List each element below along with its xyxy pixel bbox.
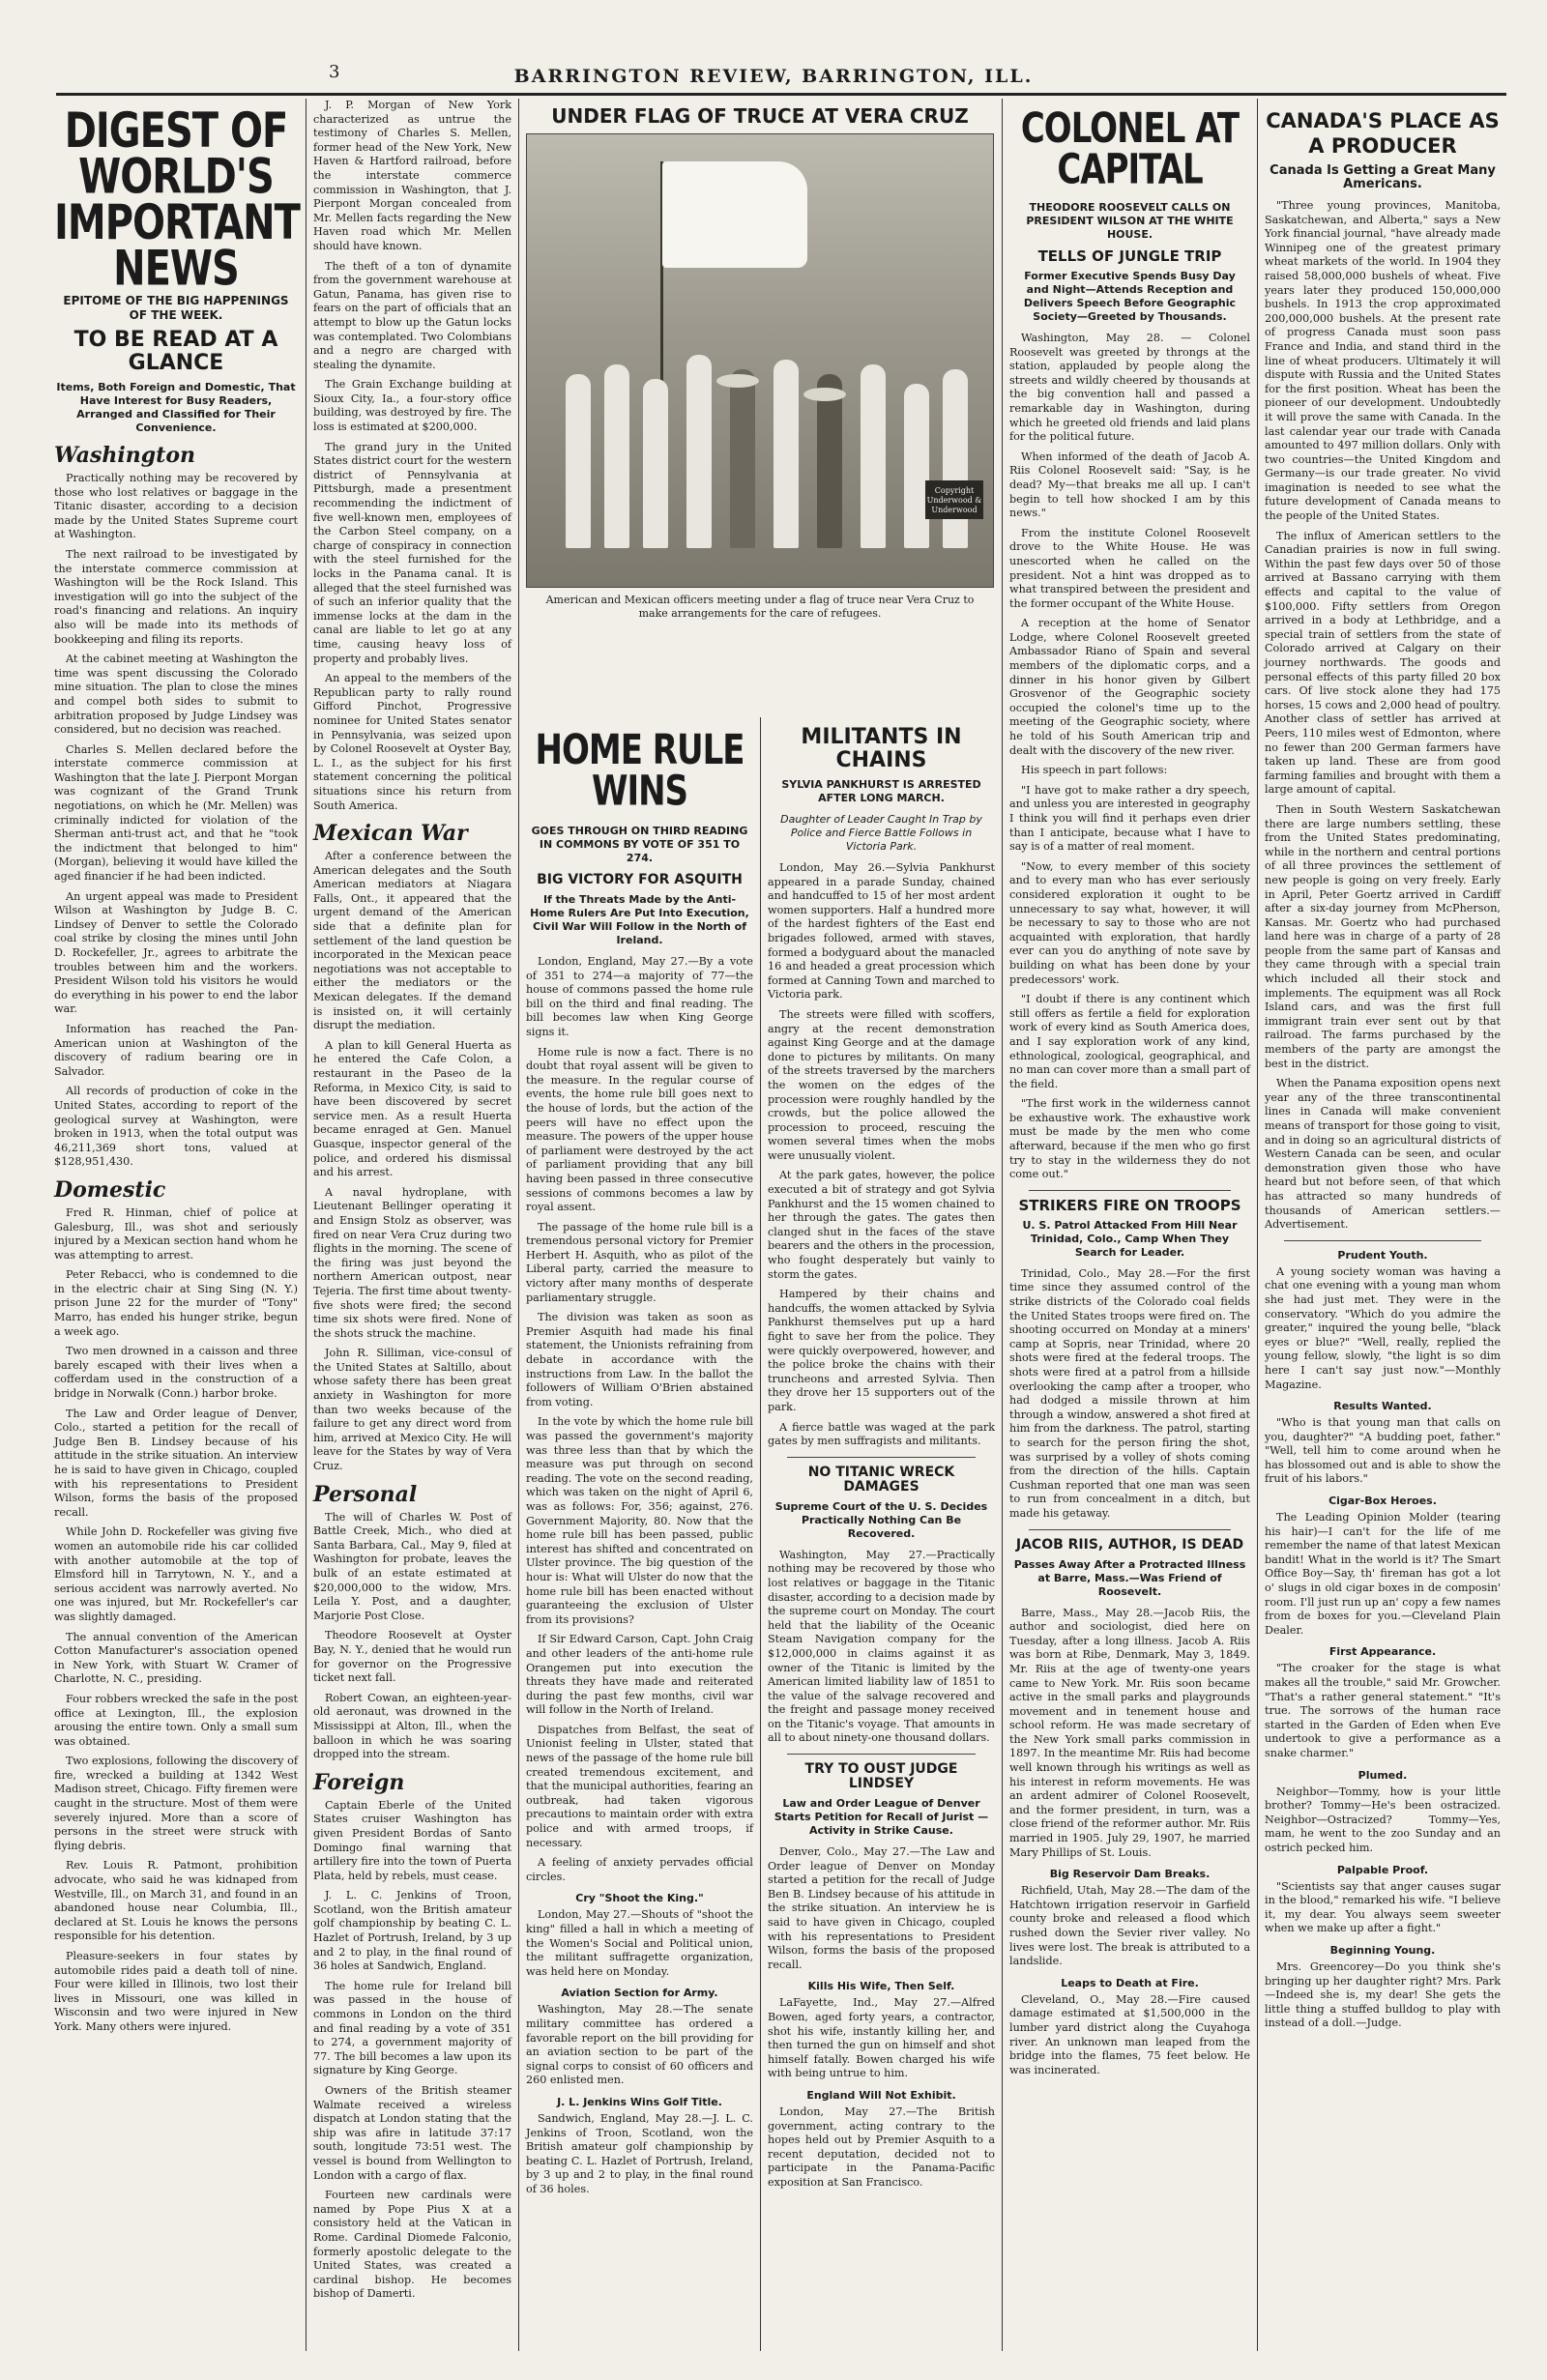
news-item: "Three young provinces, Manitoba, Saskatchewan, and Alberta," says a New York financial journal, "have already made Winnipeg one of the greatest primary wheat markets of the world. In 1904 they raised 58,000,000 bushels of wheat. Five years later they produced 150,000,000 bushels. In 1913 the crop approximated 200,000,000 bushels. At the present rate of progress Canada must soon pass France and India, and stand third in the line of wheat producers. Ultimately it will dispute with Russia and the United States for the first position. Wheat has been the pioneer of our development. Undoubtedly it will prove the same with Canada. In the last calendar year our trade with Canada amounted to 497 million dollars. Only with two countries—the United Kingdom and Germany—is our trade greater. No vivid imagination is needed to see what the future development of Canada means to the people of the United States.	[1265, 199, 1501, 523]
deck-canada: Canada Is Getting a Great Many Americans.	[1270, 163, 1496, 191]
news-item: All records of production of coke in the United States, according to report of the geological survey at Washington, were broken in 1913, when the total output was 46,211,369 short tons, valued at $128,951,430.	[54, 1085, 298, 1169]
news-item: Peter Rebacci, who is condemned to die in the electric chair at Sing Sing (N. Y.) prison June 22 for the murder of "Tony" Marro, has ended his hunger strike, begun a week ago.	[54, 1268, 298, 1338]
headline-glance: TO BE READ AT A GLANCE	[73, 328, 278, 375]
news-item: Dispatches from Belfast, the seat of Unionist feeling in Ulster, stated that news of the passage of the home rule bill created tremendous excitement, and that the municipal authorities, fearing an outbreak, had taken vigorous precautions to maintain order with extra police and with armed troops, if necessary.	[526, 1723, 753, 1849]
headline-canada: CANADA'S PLACE AS A PRODUCER	[1266, 109, 1500, 158]
deck-pankhurst: SYLVIA PANKHURST IS ARRESTED AFTER LONG MARCH.	[781, 778, 981, 804]
deck-items: Items, Both Foreign and Domestic, That Have Interest for Busy Readers, Arranged and Classified for Their Convenience.	[56, 381, 296, 434]
news-item: The grand jury in the United States district court for the western district of Pennsylvania at Pittsburgh, made a presentment recommending the indictment of five well-known men, employees of the Carbon Steel company, on a charge of conspiracy in connection with the steel furnished for the locks in the Panama canal. It is alleged that the steel furnished was of such an inferior quality that the immense locks at the dam in the canal are liable to let go at any time, causing heavy loss of property and probably lives.	[313, 440, 511, 665]
news-item: Pleasure-seekers in four states by automobile rides paid a death toll of nine. Four were killed in Illinois, two lost their lives in Missouri, one was killed in Wisconsin and two were injured in New York. Many others were injured.	[54, 1950, 298, 2033]
headline-colonel: COLONEL AT CAPITAL	[1020, 104, 1240, 194]
photo-flag-of-truce	[526, 133, 994, 588]
news-item: Washington, May 28. — Colonel Roosevelt was greeted by throngs at the station, applauded by people along the streets and wildly cheered by thousands at the big convention hall and passed a remarkable day in Washington, during which he greeted old friends and laid plans for the political future.	[1009, 332, 1250, 444]
news-item: Captain Eberle of the United States cruiser Washington has given President Bordas of Santo Domingo final warning that artillery fire into the town of Puerta Plata, held by rebels, must cease.	[313, 1798, 511, 1882]
news-item: Washington, May 27.—Practically nothing may be recovered by those who lost relatives or baggage in the Titanic disaster, according to a decision made by the supreme court on Monday. The court held that the liability of the Oceanic Steam Navigation company for the $12,000,000 in claims against it as owner of the Titanic is limited by the American limited liability law of 1851 to the value of the salvage recovered and the freight and passage money received on the Titanic's voyage. That amounts in all to about ninety-one thousand dollars.	[768, 1548, 995, 1745]
deck-riis: Passes Away After a Protracted Illness at Barre, Mass.—Was Friend of Roosevelt.	[1013, 1557, 1246, 1598]
figure	[943, 369, 968, 548]
news-item: "Scientists say that anger causes sugar in the blood," remarked his wife. "I believe it, my dear. You always seem sweeter when we make up after a fight."	[1265, 1879, 1501, 1935]
minor-headline: Plumed.	[1357, 1768, 1408, 1782]
news-item: Rev. Louis R. Patmont, prohibition advocate, who said he was kidnaped from Westville, Ill., on March 31, and found in an abandoned house near Columbia, Ill., declared at St. Louis he knows the persons responsible for his detention.	[54, 1859, 298, 1943]
headline-home-rule: HOME RULE WINS	[535, 726, 744, 816]
news-item: A fierce battle was waged at the park gates by men suffragists and militants.	[768, 1420, 995, 1448]
news-item: Denver, Colo., May 27.—The Law and Order league of Denver on Monday started a petition for the recall of Judge Ben B. Lindsey because of his attitude in the strike situation. An interview he is said to have given in Chicago, coupled with his representations to President Wilson, forms the basis of the proposed recall.	[768, 1845, 995, 1971]
headline-digest: DIGEST OF WORLD'S IMPORTANT NEWS	[54, 103, 300, 297]
figure	[730, 369, 755, 548]
minor-headline: Beginning Young.	[1329, 1943, 1436, 1957]
column-4	[762, 720, 1001, 2351]
separator	[1029, 1529, 1231, 1530]
news-item: From the institute Colonel Roosevelt drove to the White House. He was unescorted when he called on the president. Not a hint was dropped as to what transpired between the president and the former occupant of the White House.	[1009, 526, 1250, 610]
news-item: The Grain Exchange building at Sioux City, Ia., a four-story office building, was destroyed by fire. The loss is estimated at $200,000.	[313, 378, 511, 434]
column-rule	[1002, 99, 1003, 2351]
news-item: The home rule for Ireland bill was passed in the house of commons in London on the third and final reading by a vote of 351 to 274, a government majority of 77. The bill becomes a law upon its signature by King George.	[313, 1979, 511, 2077]
deck-executive: Former Executive Spends Busy Day and Night—Attends Reception and Delivers Speech Before Geographic Society—Greeted by Thousands.	[1023, 270, 1237, 323]
column-rule	[1257, 99, 1258, 2351]
figure	[904, 384, 929, 548]
news-item: Four robbers wrecked the safe in the post office at Lexington, Ill., the explosion arousing the entire town. Only a small sum was obtained.	[54, 1692, 298, 1748]
figure	[861, 364, 886, 548]
separator	[787, 1754, 976, 1755]
sombrero	[716, 374, 759, 388]
figure	[604, 364, 629, 548]
minor-headline: Results Wanted.	[1333, 1400, 1432, 1413]
news-item: The division was taken as soon as Premier Asquith had made his final statement, the Unionists refraining from debate in accordance with the instructions from Law. In the ballot the followers of William O'Brien abstained from voting.	[526, 1311, 753, 1408]
news-item: The streets were filled with scoffers, angry at the recent demonstration against King George and at the damage done to pictures by militants. On many of the streets traversed by the marchers the women on the edges of the procession were roughly handled by the crowds, but the police allowed the procession to proceed, rescuing the women several times when the mobs were unusually violent.	[768, 1007, 995, 1162]
news-item: While John D. Rockefeller was giving five women an automobile ride his car collided with another automobile at the top of Elmsford hill in Tarrytown, N. Y., and a serious accident was narrowly averted. No one was injured, but Mr. Rockefeller's car was slightly damaged.	[54, 1525, 298, 1623]
news-item: The theft of a ton of dynamite from the government warehouse at Gatun, Panama, has given rise to fears on the part of officials that an attempt to blow up the Gatun locks was contemplated. Two Colombians and a negro are charged with stealing the dynamite.	[313, 259, 511, 371]
minor-headline: Cry "Shoot the King."	[575, 1892, 704, 1905]
news-item: Two explosions, following the discovery of fire, wrecked a building at 1342 West Madison street, Chicago. Fifty firemen were caught in the structure. Most of them were severely injured. More than a score of persons in the street were struck with flying debris.	[54, 1755, 298, 1852]
news-item: London, May 27.—Shouts of "shoot the king" filled a hall in which a meeting of the Women's Social and Political union, the militant suffragette organization, was held here on Monday.	[526, 1908, 753, 1978]
news-item: The next railroad to be investigated by the interstate commerce commission at Washington will be the Rock Island. This investigation will go into the subject of the road's financing and relations. An inquiry also will be made into its methods of bookkeeping and filing its reports.	[54, 547, 298, 646]
minor-headline: Cigar-Box Heroes.	[1328, 1495, 1437, 1508]
news-item: London, England, May 27.—By a vote of 351 to 274—a majority of 77—the house of commons passed the home rule bill on the third and final reading. The bill becomes law when King George signs it.	[526, 955, 753, 1038]
deck-home-rule: GOES THROUGH ON THIRD READING IN COMMONS BY VOTE OF 351 TO 274.	[531, 825, 748, 864]
news-item: After a conference between the American delegates and the South American mediators at Niagara Falls, Ont., it appeared that the urgent demand of the American side that a definite plan for settlement of the land question be incorporated in the Mexican peace negotiations was not acceptable to either the mediators or the Mexican delegates. If the demand is insisted on, it will certainly disrupt the mediation.	[313, 850, 511, 1032]
photo-caption: American and Mexican officers meeting under a flag of truce near Vera Cruz to make arrangements for the care of refugees.	[545, 594, 975, 620]
news-item: Theodore Roosevelt at Oyster Bay, N. Y., denied that he would run for governor on the Progressive ticket next fall.	[313, 1629, 511, 1685]
minor-headline: Kills His Wife, Then Self.	[807, 1980, 955, 1993]
news-item: "The first work in the wilderness cannot be exhaustive work. The exhaustive work must be made by the men who come afterward, because if the men who go first try to stay in the wilderness they do not come out."	[1009, 1097, 1250, 1181]
news-item: A plan to kill General Huerta as he entered the Cafe Colon, a restaurant in the Paseo de la Reforma, in Mexico City, is said to have been discovered by secret service men. As a result Huerta became enraged at Gen. Manuel Guasque, inspector general of the police, and ordered his dismissal and his arrest.	[313, 1038, 511, 1179]
news-item: Two men drowned in a caisson and three barely escaped with their lives when a cofferdam used in the construction of a bridge in Norwalk (Conn.) harbor broke.	[54, 1345, 298, 1401]
minor-headline: Palpable Proof.	[1336, 1863, 1429, 1876]
news-item: At the park gates, however, the police executed a bit of strategy and got Sylvia Pankhurst and the 15 women chained to her through the gates. The gates then clanged shut in the faces of the stave bearers and the others in the procession, who fought desperately but vainly to storm the gates.	[768, 1169, 995, 1281]
subhead-asquith: BIG VICTORY FOR ASQUITH	[537, 872, 743, 887]
minor-headline: Big Reservoir Dam Breaks.	[1049, 1868, 1211, 1881]
column-1	[48, 99, 304, 2351]
news-item: Cleveland, O., May 28.—Fire caused damage estimated at $1,500,000 in the lumber yard district along the Cuyahoga river. An unknown man leaped from the bridge into the flames, 75 feet below. He was incinerated.	[1009, 1992, 1250, 2076]
news-item: Then in South Western Saskatchewan there are large numbers settling, these from the United States predominating, while in the northern and central portions of all three provinces the settlement of new people is going on very freely. Early in April, Peter Goertz arrived in Cardiff after a six-day journey from McPherson, Kansas. Mr. Goertz who had purchased land here was in charge of a party of 28 people from the same part of Kansas and they came through with a special train which included all their stock and implements. The equipment was all Rock Island cars, and was the first full immigrant train ever sent out by that railroad. The farms purchased by the members of the party are amongst the best in the district.	[1265, 802, 1501, 1070]
news-item: The Law and Order league of Denver, Colo., started a petition for the recall of Judge Ben B. Lindsey because of his attitude in the strike situation. An interview he is said to have given in Chicago, coupled with his representations to President Wilson, forms the basis of the proposed recall.	[54, 1407, 298, 1519]
headline-militants: MILITANTS IN CHAINS	[801, 725, 962, 772]
news-item: Neighbor—Tommy, how is your little brother? Tommy—He's been ostracized. Neighbor—Ostracized? Tommy—Yes, mam, he went to the zoo Sunday and an ostrich pecked him.	[1265, 1785, 1501, 1854]
column-rule	[518, 99, 519, 2351]
news-item: Practically nothing may be recovered by those who lost relatives or baggage in the Titanic disaster, according to a decision made by the United States Supreme court at Washington.	[54, 472, 298, 541]
headline-lindsey: TRY TO OUST JUDGE LINDSEY	[804, 1761, 958, 1792]
headline-strikers: STRIKERS FIRE ON TROOPS	[1018, 1196, 1241, 1214]
news-item: Hampered by their chains and handcuffs, the women attacked by Sylvia Pankhurst themselves put up a hard fight to save her from the police. They were quickly overpowered, however, and the police broke the chains with their truncheons and arrested Sylvia. Then they drove her 15 supporters out of the park.	[768, 1288, 995, 1413]
news-item: The influx of American settlers to the Canadian prairies is now in full swing. Within the past few days over 50 of those arrived at Bassano carrying with them effects and capital to the value of $100,000. Fifty settlers from Oregon arrived in a body at Lethbridge, and a special train of settlers from the state of Colorado arrived at Calgary on their journey northwards. The goods and personal effects of this party filled 20 box cars. Of live stock alone they had 175 horses, 15 cows and 2,000 head of poultry. Another class of settler has arrived at Peers, 110 miles west of Edmonton, where no fewer than 200 German farmers have taken up land. These are from good farming families and brought with them a large amount of capital.	[1265, 529, 1501, 797]
figure	[566, 374, 591, 548]
news-item: An urgent appeal was made to President Wilson at Washington by Judge B. C. Lindsey of Denver to settle the Colorado coal strike by closing the mines until John D. Rockefeller, Jr., agrees to arbitrate the troubles between him and the workers. President Wilson told his visitors he would do everything in his power to end the labor war.	[54, 889, 298, 1016]
news-item: Fourteen new cardinals were named by Pope Pius X at a consistory held at the Vatican in Rome. Cardinal Diomede Falconio, formerly apostolic delegate to the United States, was created a cardinal bishop. He becomes bishop of Damerti.	[313, 2189, 511, 2301]
news-item: London, May 27.—The British government, acting contrary to the hopes held out by Premier Asquith to a recent deputation, decided not to participate in the Panama-Pacific exposition at San Francisco.	[768, 2104, 995, 2189]
news-item: Richfield, Utah, May 28.—The dam of the Hatchtown irrigation reservoir in Garfield county broke and released a flood which rushed down the Sevier river valley. No lives were lost. The break is attributed to a landslide.	[1009, 1884, 1250, 1968]
news-item: J. L. C. Jenkins of Troon, Scotland, won the British amateur golf championship by beating C. L. Hazlet of Portrush, Ireland, by 3 up and 2 to play, in the final round of 36 holes at Sandwich, England.	[313, 1889, 511, 1973]
news-item: His speech in part follows:	[1021, 764, 1168, 777]
photo-headline: UNDER FLAG OF TRUCE AT VERA CRUZ	[551, 104, 969, 128]
news-item: "Now, to every member of this society and to every man who has ever seriously considered exploration it ought to be unnecessary to say what, however, it will be necessary to say to those who are not acquainted with exploration, that hardly ever can you do anything of note save by building on what has been done by your predecessors' work.	[1009, 859, 1250, 986]
news-item: "The croaker for the stage is what makes all the trouble," said Mr. Growcher. "That's a rather general statement." "It's true. The sorrows of the human race started in the Garden of Eden when Eve undertook to give a performance as a snake charmer."	[1265, 1662, 1501, 1759]
deck-patrol: U. S. Patrol Attacked From Hill Near Trinidad, Colo., Camp When They Search for Leader.	[1022, 1218, 1238, 1259]
separator	[1284, 1240, 1481, 1241]
news-item: Sandwich, England, May 28.—J. L. C. Jenkins of Troon, Scotland, won the British amateur golf championship by beating C. L. Hazlet of Portrush, Ireland, by 3 up and 2 to play, in the final round of 36 holes.	[526, 2111, 753, 2195]
news-item: At the cabinet meeting at Washington the time was spent discussing the Colorado mine situation. The plan to close the mines and compel both sides to submit to arbitration proposed by Judge Lindsey was considered, but no decision was reached.	[54, 653, 298, 737]
section-foreign: Foreign	[313, 1769, 405, 1795]
news-item: "Who is that young man that calls on you, daughter?" "A budding poet, father." "Well, tell him to come around when he has blossomed out and is able to show the fruit of his labors."	[1265, 1416, 1501, 1486]
separator	[787, 1457, 976, 1458]
news-item: John R. Silliman, vice-consul of the United States at Saltillo, about whose safety there has been great anxiety in Washington for more than two weeks because of the failure to get any direct word from him, arrived at Mexico City. He will leave for the States by way of Vera Cruz.	[313, 1347, 511, 1473]
subhead-jungle: TELLS OF JUNGLE TRIP	[1037, 247, 1222, 265]
deck-threats: If the Threats Made by the Anti-Home Rulers Are Put Into Execution, Civil War Will Follow in the North of Ireland.	[530, 893, 749, 946]
news-item: Trinidad, Colo., May 28.—For the first time since they assumed control of the strike districts of the Colorado coal fields the United States troops were fired on. The shooting occurred on Monday at a miners' camp at Sopris, near Trinidad, where 20 shots were fired at the federal troops. The shots were fired at a patrol from a hillside overlooking the camp after a trooper, who had dodged a missile thrown at him through a window, answered a shot fired at him from the darkness. The patrol, starting to search for the person firing the shot, was surprised by a volley of shots coming from the direction of the hills. Captain Cushman reported that one man was seen to run from concealment in a ditch, but made his getaway.	[1009, 1266, 1250, 1520]
news-item: A feeling of anxiety pervades official circles.	[526, 1856, 753, 1883]
page-number: 3	[329, 62, 340, 82]
minor-headline: Leaps to Death at Fire.	[1061, 1976, 1199, 1989]
column-3	[520, 720, 759, 2351]
section-personal: Personal	[313, 1481, 418, 1507]
news-item: Information has reached the Pan-American union at Washington of the discovery of radium bearing ore in Salvador.	[54, 1022, 298, 1078]
figure	[774, 360, 799, 548]
news-item: Robert Cowan, an eighteen-year-old aeronaut, was drowned in the Mississippi at Alton, Ill., when the balloon in which he was soaring dropped into the stream.	[313, 1691, 511, 1761]
news-item: London, May 26.—Sylvia Pankhurst appeared in a parade Sunday, chained and handcuffed to 15 of her most ardent women supporters. Half a hundred more of the hardest fighters of the East end brigades followed, armed with staves, formed a bodyguard about the manacled 16 and headed a great procession which formed at Canning Town and marched to Victoria park.	[768, 861, 995, 1001]
section-washington: Washington	[54, 443, 195, 468]
column-6	[1259, 99, 1506, 2351]
news-item: Mrs. Greencorey—Do you think she's bringing up her daughter right? Mrs. Park—Indeed she is, my dear! She gets the little thing a stuffed bulldog to play with instead of a doll.—Judge.	[1265, 1959, 1501, 2030]
column-5	[1004, 99, 1256, 2351]
minor-headline: Prudent Youth.	[1337, 1248, 1428, 1262]
top-rule	[56, 93, 1506, 96]
news-item: Fred R. Hinman, chief of police at Galesburg, Ill., was shot and seriously injured by a Mexican section hand whom he was attempting to arrest.	[54, 1205, 298, 1262]
deck-roosevelt: THEODORE ROOSEVELT CALLS ON PRESIDENT WILSON AT THE WHITE HOUSE.	[1026, 201, 1234, 241]
news-item: In the vote by which the home rule bill was passed the government's majority was three less than that by which the measure was put through on second reading. The vote on the second reading, which was taken on the night of April 6, was as follows: For, 356; against, 276. Government Majority, 80. Now that the home rule bill has been passed, public interest has shifted and concentrated on Ulster province. The big question of the hour is: What will Ulster do now that the home rule bill has been enacted without guaranteeing the exclusion of Ulster from its provisions?	[526, 1415, 753, 1626]
sombrero	[803, 388, 846, 401]
news-item: The Leading Opinion Molder (tearing his hair)—I can't for the life of me remember the name of that latest Mexican bandit! What in the world is it? The Smart Office Boy—Say, th' fireman has got a lot o' slugs in old cigar boxes in de composin' room. I'll just run up an' copy a few names from de boxes for you.—Cleveland Plain Dealer.	[1265, 1511, 1501, 1637]
section-domestic: Domestic	[54, 1176, 166, 1203]
news-item: Home rule is now a fact. There is no doubt that royal assent will be given to the measure. In the regular course of events, the home rule bill goes next to the house of lords, but the action of the peers will have no effect upon the measure. The powers of the upper house of parliament were destroyed by the act of parliament providing that any bill having been passed in three consecutive sessions of commons becomes a law by royal assent.	[526, 1045, 753, 1214]
news-item: If Sir Edward Carson, Capt. John Craig and other leaders of the anti-home rule Orangemen put into execution the threats they have made and reiterated during the past few months, civil war will follow in the North of Ireland.	[526, 1633, 753, 1717]
news-item: The will of Charles W. Post of Battle Creek, Mich., who died at Santa Barbara, Cal., May 9, filed at Washington for probate, leaves the bulk of an estate estimated at $20,000,000 to the widow, Mrs. Leila Y. Post, and a daughter, Marjorie Post Close.	[313, 1510, 511, 1622]
news-item: An appeal to the members of the Republican party to rally round Gifford Pinchot, Progressive nominee for United States senator in Pennsylvania, was seized upon by Colonel Roosevelt at Oyster Bay, L. I., as the subject for his first statement concerning the political situations since his return from South America.	[313, 672, 511, 812]
deck-epitome: EPITOME OF THE BIG HAPPENINGS OF THE WEEK.	[63, 294, 289, 322]
news-item: "I doubt if there is any continent which still offers as fertile a field for exploration work of every kind as South America does, and I say exploration work of any kind, ethnological, zoological, geographical, and no man can cover more than a small part of the field.	[1009, 993, 1250, 1090]
news-item: Barre, Mass., May 28.—Jacob Riis, the author and sociologist, died here on Tuesday, after a long illness. Jacob A. Riis was born at Ribe, Denmark, May 3, 1849. Mr. Riis at the age of twenty-one years came to New York. Mr. Riis soon became active in the small parks and playgrounds movement and in tenement house and school reform. He was made secretary of the New York small parks commission in 1897. In the meantime Mr. Riis had become well known through his writings as well as his interest in reform movements. He was an ardent admirer of Colonel Roosevelt, and the former president, in turn, was a close friend of the reformer author. Mr. Riis married in 1905. July 29, 1907, he married Mary Phillips of St. Louis.	[1009, 1606, 1250, 1859]
news-item: A reception at the home of Senator Lodge, where Colonel Roosevelt greeted Ambassador Riano of Spain and several members of the diplomatic corps, and a dinner in his honor given by Gilbert Grosvenor of the Geographic society occupied the colonel's time up to the meeting of the Geographic society, where he told of his South American trip and dealt with the discovery of the new river.	[1009, 617, 1250, 757]
deck-supreme-court: Supreme Court of the U. S. Decides Practically Nothing Can Be Recovered.	[774, 1499, 988, 1540]
news-item: Owners of the British steamer Walmate received a wireless dispatch at London stating that the ship was afire in latitude 37:17 south, longitude 73:51 west. The vessel is bound from Wellington to London with a cargo of flax.	[313, 2084, 511, 2182]
news-item: Charles S. Mellen declared before the interstate commerce commission at Washington that the late J. Pierpont Morgan was cognizant of the Grand Trunk negotiations, on which he (Mr. Mellen) was criminally indicted for violation of the Sherman anti-trust act, and that he "took the indictment that belonged to him" (Morgan), believing it would have killed the aged financier if he had been indicted.	[54, 742, 298, 884]
figure	[643, 379, 668, 548]
minor-headline: England Will Not Exhibit.	[806, 2088, 956, 2102]
column-2	[307, 99, 517, 2351]
minor-headline: Aviation Section for Army.	[561, 1987, 718, 2000]
deck-daughter: Daughter of Leader Caught In Trap by Police and Fierce Battle Follows in Victoria Park.	[780, 813, 982, 853]
minor-headline: J. L. Jenkins Wins Golf Title.	[557, 2095, 722, 2108]
news-item: J. P. Morgan of New York characterized as untrue the testimony of Charles S. Mellen, former head of the New York, New Haven & Hartford railroad, before the interstate commerce commission in Washington, that J. Pierpont Morgan concealed from Mr. Mellen facts regarding the New Haven road which Mr. Mellen should have known.	[313, 99, 511, 252]
news-item: The passage of the home rule bill is a tremendous personal victory for Premier Herbert H. Asquith, who as pilot of the Liberal party, carried the measure to victory after many months of desperate parliamentary struggle.	[526, 1220, 753, 1304]
photo-feature	[520, 99, 1000, 717]
minor-headline: First Appearance.	[1328, 1645, 1437, 1659]
news-item: A young society woman was having a chat one evening with a young man whom she had just met. They were in the conservatory. "Which do you admire the greater," inquired the young belle, "black eyes or blue?" "Well, really, replied the young fellow, slowly, "the light is so dim here I can't say just now."—Monthly Magazine.	[1265, 1264, 1501, 1391]
news-item: "I have got to make rather a dry speech, and unless you are interested in geography I think you will find it perhaps even drier than I anticipate, because what I have to say is of a matter of real moment.	[1009, 783, 1250, 854]
news-item: When the Panama exposition opens next year any of the three transcontinental lines in Canada will make convenient means of transport for those going to visit, and in doing so an agricultural districts of Western Canada can be seen, and ocular demonstration given those who have heard but not before seen, of that which has attracted so many hundreds of thousands of American settlers.—Advertisement.	[1265, 1077, 1501, 1232]
masthead: BARRINGTON REVIEW, BARRINGTON, ILL.	[513, 66, 1034, 87]
truce-flag	[662, 161, 807, 268]
section-mexican-war: Mexican War	[313, 821, 468, 847]
deck-law-order: Law and Order League of Denver Starts Petition for Recall of Jurist —Activity in Strike Cause.	[774, 1797, 989, 1838]
headline-titanic: NO TITANIC WRECK DAMAGES	[807, 1464, 955, 1495]
figure	[686, 355, 712, 548]
news-item: The annual convention of the American Cotton Manufacturer's association opened in New York, with Stuart W. Cramer of Charlotte, N. C., presiding.	[54, 1630, 298, 1686]
news-item: When informed of the death of Jacob A. Riis Colonel Roosevelt said: "Say, is he dead? My—that breaks me all up. I can't begin to tell how shocked I am by this news."	[1009, 450, 1250, 520]
news-item: A naval hydroplane, with Lieutenant Bellinger operating it and Ensign Stolz as observer, was fired on near Vera Cruz during two flights in the morning. The scene of the firing was just beyond the northern American outpost, near Tejeria. The first time about twenty-five shots were fired; the second time six shots were fired. None of the shots struck the machine.	[313, 1185, 511, 1340]
news-item: Washington, May 28.—The senate military committee has ordered a favorable report on the bill providing for an aviation section to be part of the signal corps to consist of 60 officers and 260 enlisted men.	[526, 2003, 753, 2087]
photo-credit: Copyright Underwood & Underwood	[925, 480, 983, 519]
headline-riis: JACOB RIIS, AUTHOR, IS DEAD	[1015, 1536, 1244, 1553]
separator	[1029, 1190, 1231, 1191]
news-item: LaFayette, Ind., May 27.—Alfred Bowen, aged forty years, a contractor, shot his wife, instantly killing her, and then turned the gun on himself and shot himself fatally. Bowen charged his wife with being untrue to him.	[768, 1996, 995, 2080]
